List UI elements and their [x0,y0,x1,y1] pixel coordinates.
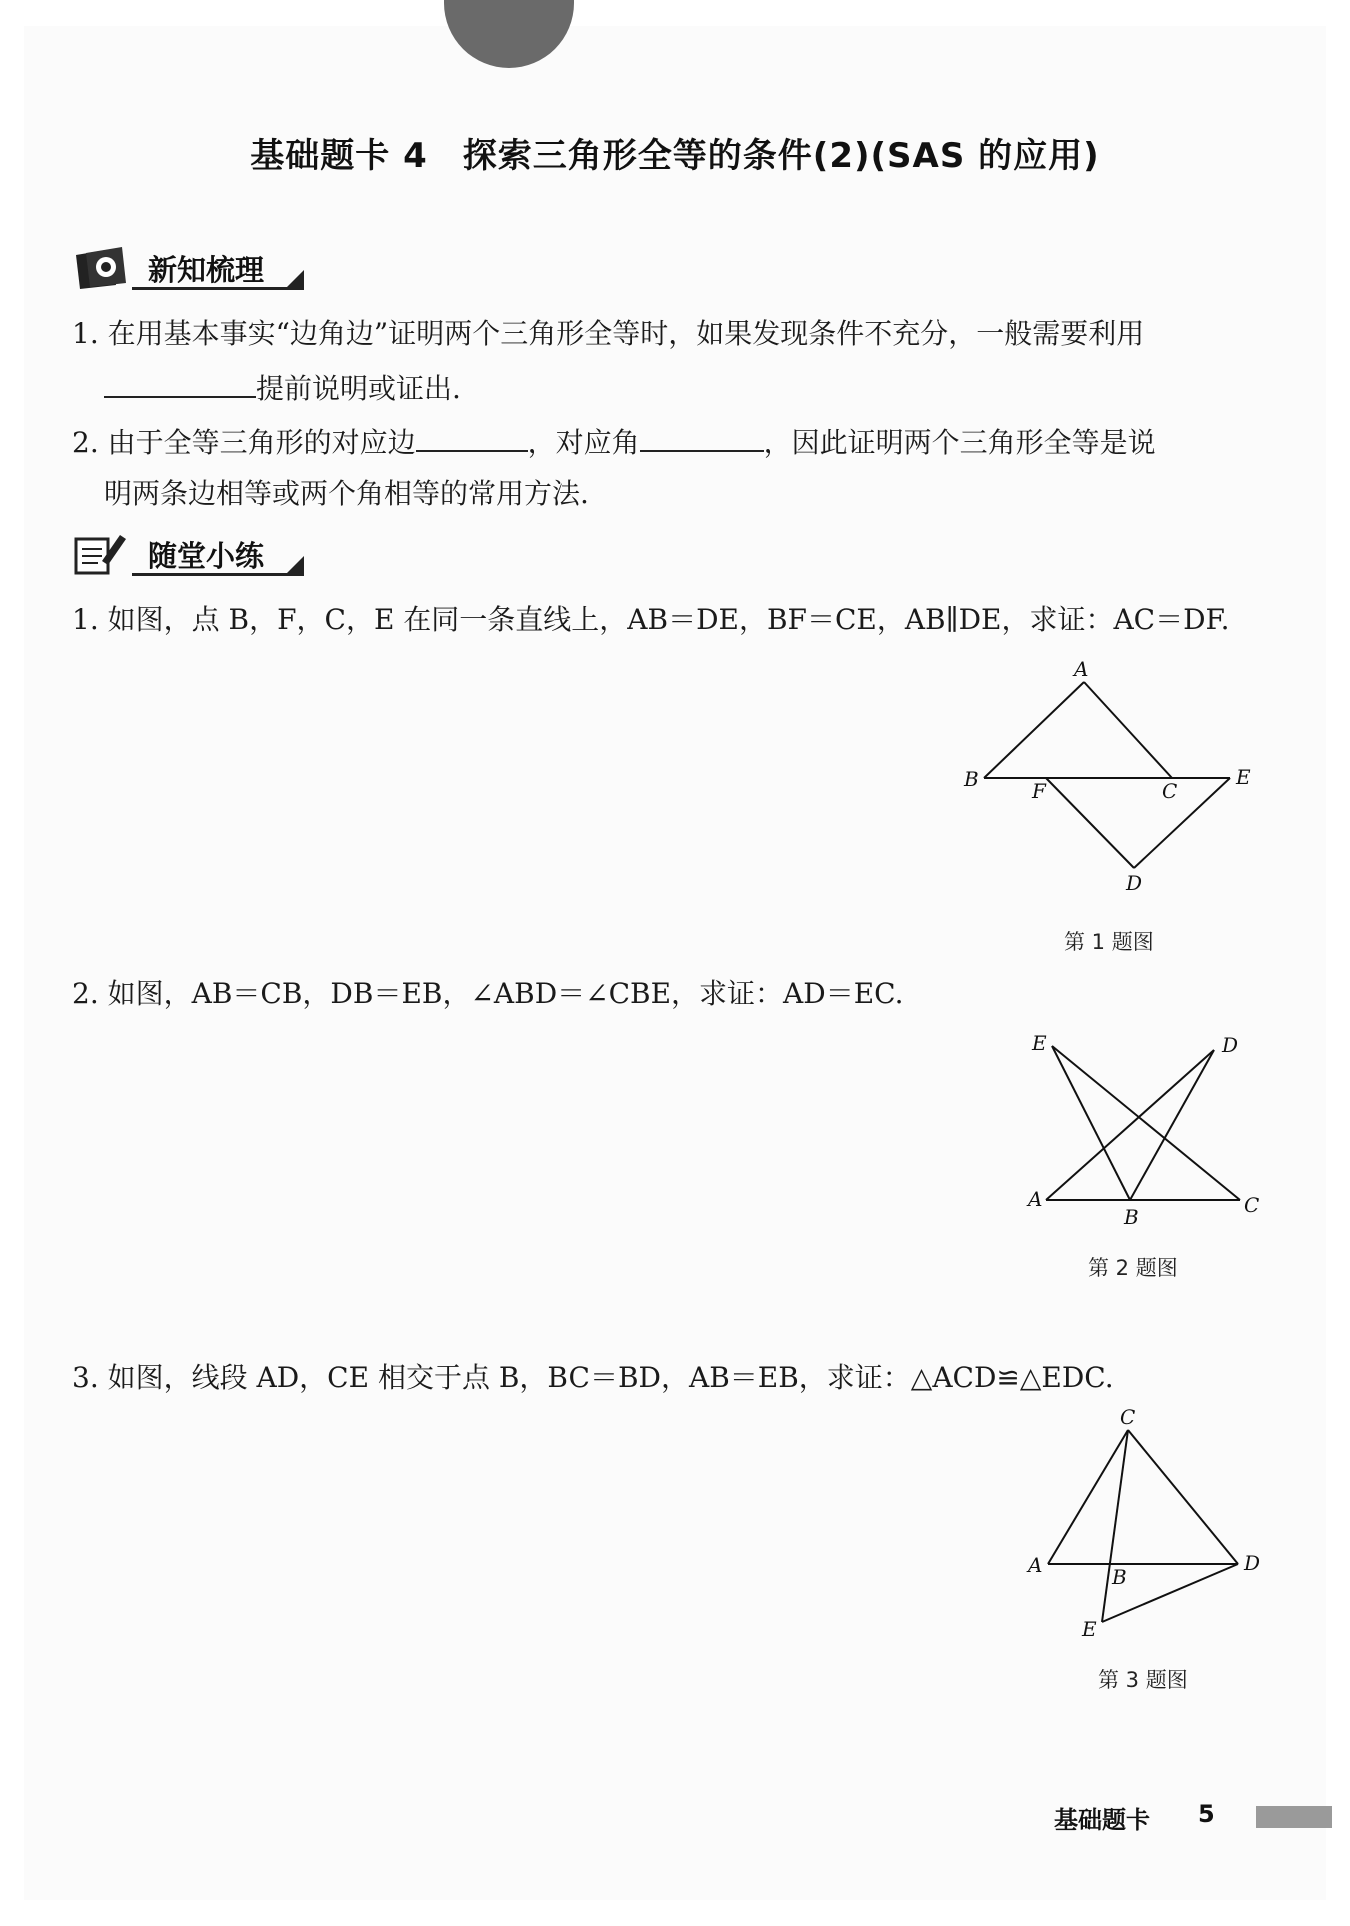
segment-ad [1046,1050,1214,1200]
label-a: A [1028,1187,1043,1211]
figure-1-diagram [950,656,1270,906]
answer-blank[interactable] [640,420,764,452]
figure-3-diagram [1020,1404,1280,1644]
label-d: D [1126,871,1143,895]
answer-blank[interactable] [104,366,256,398]
segment-ca [1048,1430,1128,1564]
label-a: A [1028,1553,1043,1577]
knowledge-item-1: 1. 在用基本事实“边角边”证明两个三角形全等时，如果发现条件不充分，一般需要利用 [72,317,1145,350]
segment-db [1130,1050,1214,1200]
segment-ab [984,682,1084,778]
label-c: C [1244,1193,1260,1217]
segment-eb [1052,1046,1130,1200]
knowledge-item-1-line2 [104,366,461,409]
page-number: 5 [1198,1800,1215,1828]
heading-underline [132,573,304,576]
heading-arrow [286,556,304,574]
figure-3-caption: 第 3 题图 [1098,1668,1188,1692]
figure-1-caption: 第 1 题图 [1064,930,1154,954]
segment-fd [1046,778,1134,868]
figure-2-caption: 第 2 题图 [1088,1256,1178,1280]
top-decoration [444,0,574,68]
page-title: 基础题卡 4 探索三角形全等的条件(2)(SAS 的应用) [250,136,1100,176]
knowledge-item-2 [72,420,1156,463]
footer-label: 基础题卡 [1054,1806,1150,1834]
knowledge-item-1-text: 提前说明或证出. [256,372,461,405]
section-heading-label: 随堂小练 [148,538,265,573]
label-e: E [1032,1031,1047,1055]
label-b: B [1124,1205,1139,1229]
question-3: 3. 如图，线段 AD，CE 相交于点 B，BC＝BD，AB＝EB，求证：△ACD≌△EDC. [72,1361,1114,1394]
heading-underline [132,287,304,290]
heading-arrow [286,270,304,288]
question-1: 1. 如图，点 B，F，C，E 在同一条直线上，AB＝DE，BF＝CE，AB∥DE，求证：AC＝DF. [72,603,1230,636]
segment-ed [1134,778,1230,868]
label-a: A [1074,657,1089,681]
question-2: 2. 如图，AB＝CB，DB＝EB，∠ABD＝∠CBE，求证：AD＝EC. [72,977,904,1010]
label-f: F [1032,779,1046,803]
section-heading-label: 新知梳理 [148,252,265,287]
section-heading-practice [72,530,264,578]
segment-ce [1102,1430,1128,1622]
label-b: B [1112,1565,1127,1589]
segment-ac [1084,682,1172,778]
figure-2-diagram [1000,1030,1280,1230]
answer-blank[interactable] [416,420,528,452]
knowledge-item-2-part1: 2. 由于全等三角形的对应边 [72,426,416,459]
label-b: B [964,767,979,791]
footer-bar [1256,1806,1332,1828]
segment-ec [1052,1046,1240,1200]
label-e: E [1082,1617,1097,1641]
label-c: C [1162,779,1178,803]
book-icon [72,245,134,291]
knowledge-item-2-line2: 明两条边相等或两个角相等的常用方法. [104,477,589,510]
section-heading-new-knowledge [72,244,264,292]
label-d: D [1222,1033,1239,1057]
notepad-icon [72,531,134,577]
knowledge-item-2-part2: ，对应角 [527,426,640,459]
label-d: D [1244,1551,1261,1575]
segment-cd [1128,1430,1238,1564]
label-e: E [1236,765,1251,789]
label-c: C [1120,1405,1136,1429]
knowledge-item-2-part3: ，因此证明两个三角形全等是说 [763,426,1156,459]
